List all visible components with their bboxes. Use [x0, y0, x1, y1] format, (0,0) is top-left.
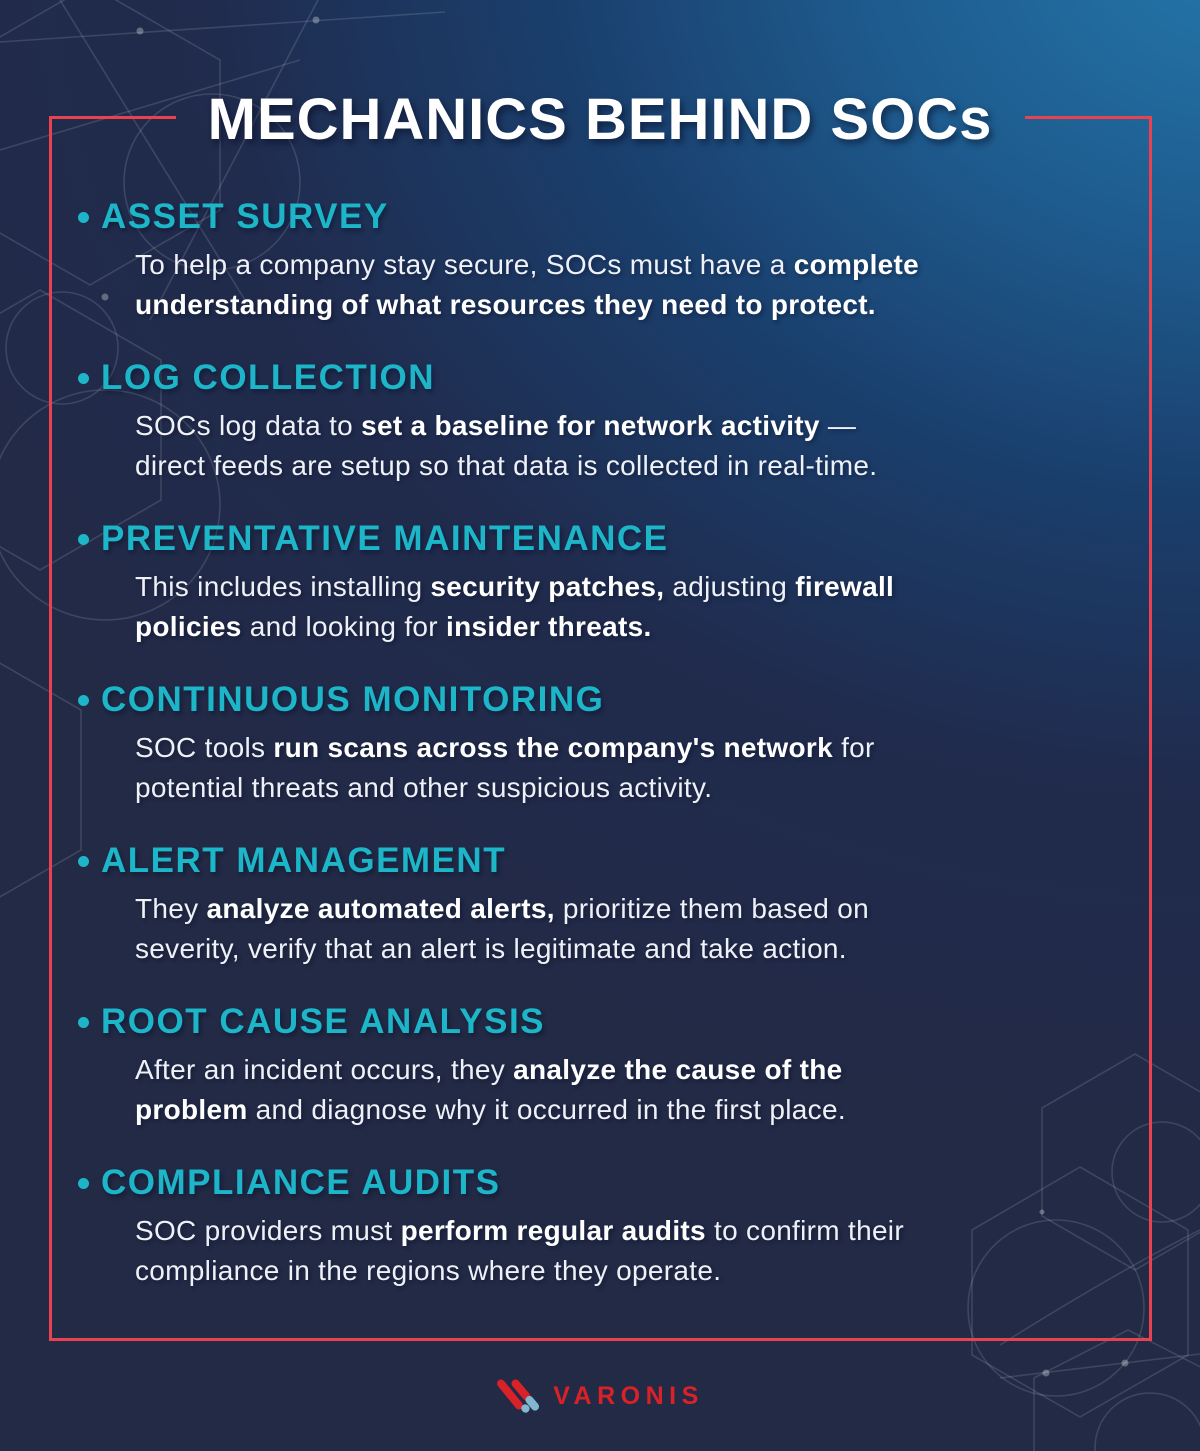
frame-border-right [1149, 116, 1152, 1341]
bullet-icon [78, 534, 89, 545]
section-body [135, 1050, 1108, 1130]
section-heading-label: COMPLIANCE AUDITS [101, 1163, 501, 1202]
brand-name: VARONIS [553, 1381, 704, 1410]
section-body [135, 406, 1108, 486]
varonis-logo [496, 1379, 704, 1413]
section [78, 680, 1108, 808]
bullet-icon [78, 856, 89, 867]
section-body-line: understanding of what resources they need to protect. [135, 289, 876, 320]
section-heading-label: LOG COLLECTION [101, 358, 436, 397]
section-body-line: policies and looking for insider threats. [135, 611, 652, 642]
section-body-line: This includes installing security patches, adjusting firewall [135, 571, 895, 602]
section-body [135, 889, 1108, 969]
section-heading [78, 841, 1108, 881]
section-body [135, 245, 1108, 325]
section-body [135, 567, 1108, 647]
section-heading [78, 197, 1108, 237]
bullet-icon [78, 1178, 89, 1189]
section-body-line: direct feeds are setup so that data is collected in real-time. [135, 450, 878, 481]
bullet-icon [78, 373, 89, 384]
section [78, 841, 1108, 969]
bullet-icon [78, 695, 89, 706]
section [78, 197, 1108, 325]
bullet-icon [78, 1017, 89, 1028]
frame-border-left [49, 116, 52, 1341]
bullet-icon [78, 212, 89, 223]
section-body-line: compliance in the regions where they operate. [135, 1255, 722, 1286]
section [78, 1002, 1108, 1130]
varonis-logo-mark-icon [496, 1379, 540, 1413]
section [78, 1163, 1108, 1291]
section [78, 519, 1108, 647]
section-body-line: To help a company stay secure, SOCs must have a complete [135, 249, 920, 280]
section-heading [78, 1163, 1108, 1203]
section-heading [78, 680, 1108, 720]
section-body-line: severity, verify that an alert is legitimate and take action. [135, 933, 847, 964]
section-heading-label: ROOT CAUSE ANALYSIS [101, 1002, 546, 1041]
section-heading [78, 1002, 1108, 1042]
section-body-line: potential threats and other suspicious activity. [135, 772, 713, 803]
section-heading [78, 358, 1108, 398]
section-body-line: SOCs log data to set a baseline for network activity — [135, 410, 857, 441]
section-body [135, 1211, 1108, 1291]
section-heading [78, 519, 1108, 559]
section-heading-label: CONTINUOUS MONITORING [101, 680, 605, 719]
section-body-line: They analyze automated alerts, prioritize them based on [135, 893, 869, 924]
section-heading-label: ALERT MANAGEMENT [101, 841, 507, 880]
section-body [135, 728, 1108, 808]
section-heading-label: ASSET SURVEY [101, 197, 389, 236]
section-body-line: problem and diagnose why it occurred in the first place. [135, 1094, 846, 1125]
section-heading-label: PREVENTATIVE MAINTENANCE [101, 519, 669, 558]
section-body-line: SOC tools run scans across the company's network for [135, 732, 875, 763]
sections-list [78, 197, 1108, 1324]
section-body-line: After an incident occurs, they analyze the cause of the [135, 1054, 843, 1085]
footer [0, 1341, 1200, 1451]
section [78, 358, 1108, 486]
section-body-line: SOC providers must perform regular audits to confirm their [135, 1215, 904, 1246]
page-title: MECHANICS BEHIND SOCs [207, 87, 993, 152]
